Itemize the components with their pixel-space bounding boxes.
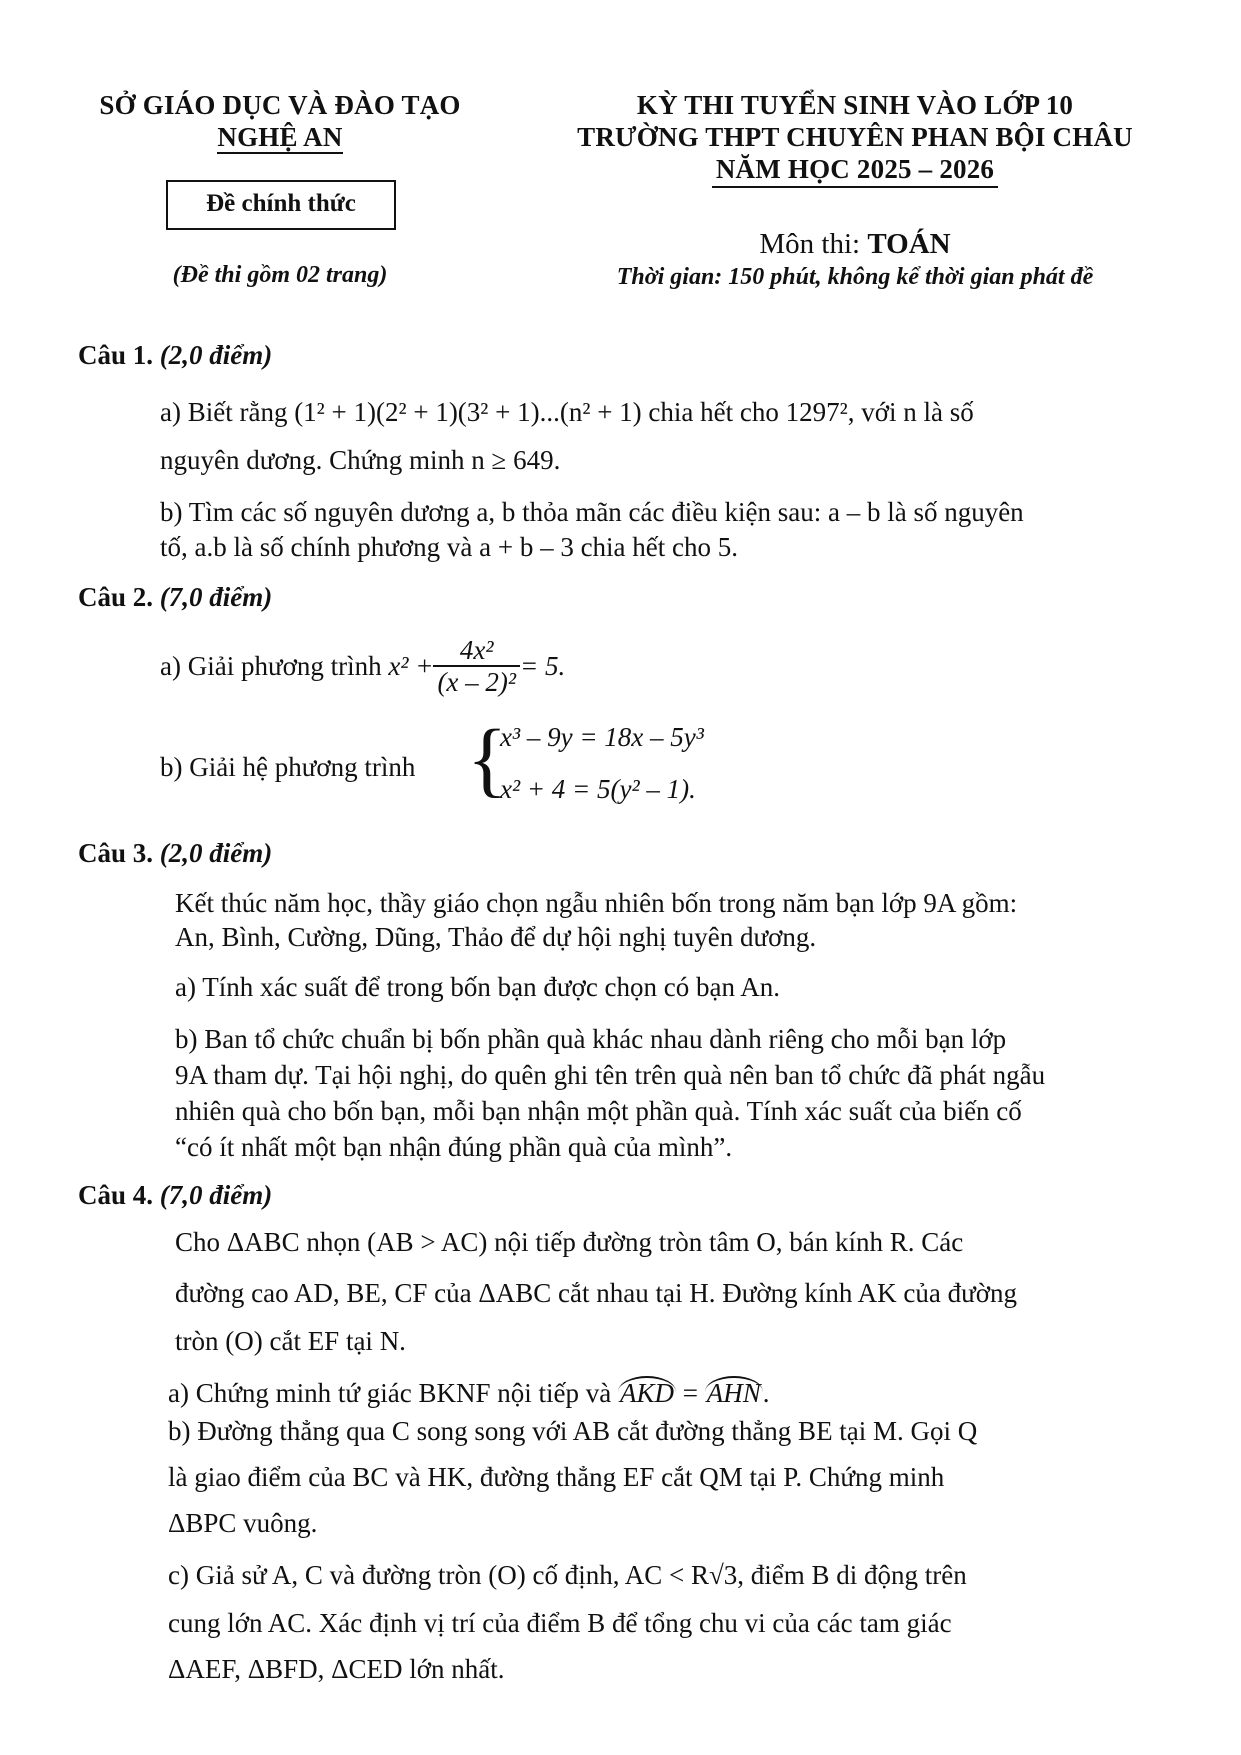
arc-akd: AKD — [619, 1378, 674, 1408]
system-brace: { — [467, 713, 508, 806]
subject-line: Môn thi: TOÁN — [759, 228, 951, 260]
arc-ahn: AHN — [706, 1378, 761, 1408]
question-1-heading: Câu 1. (2,0 điểm) — [78, 340, 273, 370]
q1-part-b-line2: tố, a.b là số chính phương và a + b – 3 chia hết cho 5. — [160, 532, 739, 562]
time-note: Thời gian: 150 phút, không kể thời gian phát đề — [616, 264, 1094, 290]
q4-part-a: a) Chứng minh tứ giác BKNF nội tiếp và AKD = AHN. — [168, 1378, 770, 1408]
question-2-heading: Câu 2. (7,0 điểm) — [78, 582, 273, 612]
q4-intro-line2: đường cao AD, BE, CF của ΔABC cắt nhau tại H. Đường kính AK của đường — [175, 1278, 1017, 1308]
q4-intro-line3: tròn (O) cắt EF tại N. — [175, 1326, 406, 1356]
q3-part-b-line2: 9A tham dự. Tại hội nghị, do quên ghi tên trên quà nên ban tổ chức đã phát ngẫu — [175, 1060, 1046, 1090]
q3-part-b-line4: “có ít nhất một bạn nhận đúng phần quà của mình”. — [175, 1132, 733, 1162]
q2-part-a: a) Giải phương trình x² + $\frac{\text{4x²}}{\text{(x – 2)²}}$ = 5. — [160, 635, 566, 697]
q3-intro-line1: Kết thúc năm học, thầy giáo chọn ngẫu nhiên bốn trong năm bạn lớp 9A gồm: — [175, 888, 1018, 918]
exam-title: KỲ THI TUYỂN SINH VÀO LỚP 10 — [636, 90, 1074, 120]
q4-part-c-line1: c) Giả sử A, C và đường tròn (O) cố định, AC < R√3, điểm B di động trên — [168, 1560, 967, 1590]
school-name: TRƯỜNG THPT CHUYÊN PHAN BỘI CHÂU — [577, 122, 1133, 152]
school-year: NĂM HỌC 2025 – 2026 — [540, 154, 1170, 185]
q2-system-eq2: x² + 4 = 5(y² – 1). — [500, 774, 696, 804]
question-3-heading: Câu 3. (2,0 điểm) — [78, 838, 273, 868]
q4-part-c-line2: cung lớn AC. Xác định vị trí của điểm B để tổng chu vi của các tam giác — [168, 1608, 952, 1638]
q1-part-a-line1: a) Biết rằng (1² + 1)(2² + 1)(3² + 1)...(n² + 1) chia hết cho 1297², với n là số — [160, 397, 974, 427]
q4-part-b-line1: b) Đường thẳng qua C song song với AB cắt đường thẳng BE tại M. Gọi Q — [168, 1416, 978, 1446]
q2-system-eq1: x³ – 9y = 18x – 5y³ — [500, 722, 704, 752]
q3-part-a: a) Tính xác suất để trong bốn bạn được chọn có bạn An. — [175, 972, 781, 1002]
department-name: SỞ GIÁO DỤC VÀ ĐÀO TẠO — [99, 90, 461, 120]
province-name: NGHỆ AN — [217, 122, 343, 152]
page-count-note: (Đề thi gồm 02 trang) — [172, 262, 388, 288]
q4-part-c-line3: ΔAEF, ΔBFD, ΔCED lớn nhất. — [168, 1654, 505, 1684]
q4-intro-line1: Cho ΔABC nhọn (AB > AC) nội tiếp đường tròn tâm O, bán kính R. Các — [175, 1227, 964, 1257]
official-exam-badge: Đề chính thức — [166, 180, 396, 230]
q1-part-b-line1: b) Tìm các số nguyên dương a, b thỏa mãn các điều kiện sau: a – b là số nguyên — [160, 497, 1024, 527]
q3-intro-line2: An, Bình, Cường, Dũng, Thảo để dự hội nghị tuyên dương. — [175, 922, 817, 952]
q4-part-b-line3: ΔBPC vuông. — [168, 1508, 318, 1538]
q1-part-a-line2: nguyên dương. Chứng minh n ≥ 649. — [160, 445, 561, 475]
q3-part-b-line3: nhiên quà cho bốn bạn, mỗi bạn nhận một phần quà. Tính xác suất của biến cố — [175, 1096, 1022, 1126]
q2-part-b-label: b) Giải hệ phương trình — [160, 752, 416, 782]
question-4-heading: Câu 4. (7,0 điểm) — [78, 1180, 273, 1210]
q2-fraction: $\frac{\text{4x²}}{\text{(x – 2)²}}$ — [433, 635, 520, 697]
q4-part-b-line2: là giao điểm của BC và HK, đường thẳng EF cắt QM tại P. Chứng minh — [168, 1462, 945, 1492]
q3-part-b-line1: b) Ban tổ chức chuẩn bị bốn phần quà khác nhau dành riêng cho mỗi bạn lớp — [175, 1024, 1007, 1054]
